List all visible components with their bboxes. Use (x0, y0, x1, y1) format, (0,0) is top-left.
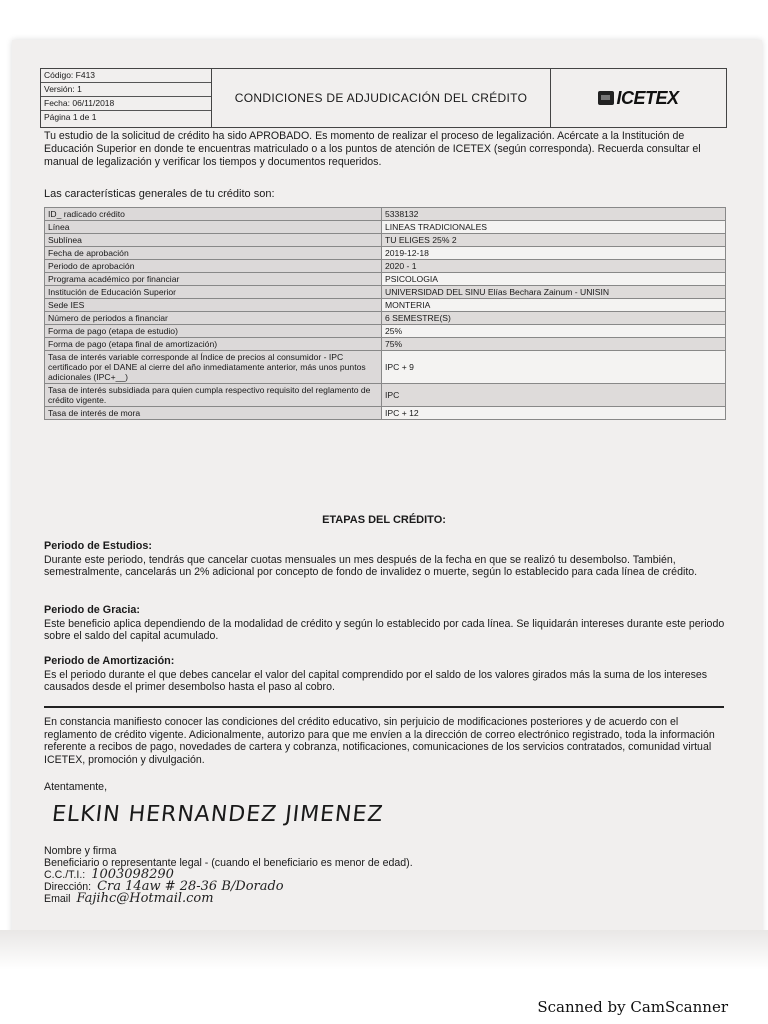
table-row (45, 247, 726, 260)
row-label: Forma de pago (etapa final de amortización) (45, 338, 382, 351)
row-label: Programa académico por financiar (45, 273, 382, 286)
row-value: 5338132 (382, 208, 726, 221)
nombre-label: Nombre y firma (44, 845, 117, 857)
table-row (45, 312, 726, 325)
table-row (45, 208, 726, 221)
row-label: Línea (45, 221, 382, 234)
row-label: Periodo de aprobación (45, 260, 382, 273)
amortizacion-text: Es el periodo durante el que debes cancelar el valor del capital comprendido por el saldo de los valores girados más la suma de los intereses causados desde el primer desembolso hasta el paso al cobro. (44, 668, 708, 693)
row-value: 25% (382, 325, 726, 338)
row-value: IPC + 9 (382, 351, 726, 384)
table-row (45, 260, 726, 273)
divider (44, 706, 724, 708)
intro-paragraph: Tu estudio de la solicitud de crédito ha sido APROBADO. Es momento de realizar el proceso de legalización. Acércate a la Institución de Educación Superior en donde te encuentras matriculado o a los puntos de atención de ICETEX (según corresponda). Recuerda consultar el manual de legalización y verificar los tiempos y documentos requeridos. (44, 130, 701, 168)
table-row (45, 325, 726, 338)
row-label: Tasa de interés variable corresponde al Índice de precios al consumidor - IPC certificado por el DANE al cierre del año inmediatamente anterior, más unos puntos adicionales (IPC+__) (45, 351, 382, 384)
signature-block (44, 845, 413, 905)
pagina-label: Página 1 de 1 (44, 112, 97, 122)
table-row (45, 273, 726, 286)
camscanner-watermark: Scanned by CamScanner (537, 998, 728, 1016)
email-line (44, 893, 413, 905)
icetex-logo (551, 69, 726, 127)
row-value: IPC (382, 384, 726, 407)
section-amortizacion (44, 655, 728, 694)
row-value: LINEAS TRADICIONALES (382, 221, 726, 234)
table-row (45, 299, 726, 312)
row-value: MONTERIA (382, 299, 726, 312)
etapas-heading: ETAPAS DEL CRÉDITO: (322, 514, 446, 526)
table-row (45, 407, 726, 420)
features-heading: Las características generales de tu crédito son: (44, 188, 275, 200)
row-label: Sede IES (45, 299, 382, 312)
direccion-label: Dirección: (44, 881, 92, 893)
row-value: TU ELIGES 25% 2 (382, 234, 726, 247)
table-row (45, 384, 726, 407)
row-label: Sublínea (45, 234, 382, 247)
gracia-title: Periodo de Gracia: (44, 604, 141, 616)
estudios-title: Periodo de Estudios: (44, 540, 152, 552)
logo-mark (598, 88, 678, 109)
beneficiario-label: Beneficiario o representante legal - (cuando el beneficiario es menor de edad). (44, 857, 413, 869)
row-label: ID_ radicado crédito (45, 208, 382, 221)
cc-label: C.C./T.I.: (44, 869, 86, 881)
estudios-text: Durante este periodo, tendrás que cancelar cuotas mensuales un mes después de la fecha en que se realizó tu desembolso. También, semestralmente, cancelarás un 2% adicional por concepto de fondo de invalidez o muerte, según lo establecido para cada línea de crédito. (44, 553, 698, 578)
version-label: Versión: 1 (41, 83, 211, 97)
consent-paragraph: En constancia manifiesto conocer las condiciones del crédito educativo, sin perjuicio de modificaciones posteriores y de acuerdo con el reglamento de crédito vigente. Adicionalmente, autorizo para que me envíen a la dirección de correo electrónico registrado, toda la información referente a recibos de pago, novedades de cartera y cobranza, notificaciones, comunicaciones de los servicios contratados, comunidad virtual ICETEX, promoción y divulgación. (44, 716, 715, 766)
gracia-text: Este beneficio aplica dependiendo de la modalidad de crédito y según lo establecido por cada línea. Se liquidarán intereses durante este periodo sobre el saldo del capital acumulado. (44, 617, 725, 642)
section-gracia (44, 604, 728, 643)
email-label: Email (44, 893, 71, 905)
logo-box-icon (598, 91, 614, 105)
amortizacion-title: Periodo de Amortización: (44, 655, 175, 667)
row-value: 6 SEMESTRE(S) (382, 312, 726, 325)
row-value: IPC + 12 (382, 407, 726, 420)
row-label: Institución de Educación Superior (45, 286, 382, 299)
header-meta (41, 69, 212, 127)
row-label: Fecha de aprobación (45, 247, 382, 260)
document-title: CONDICIONES DE ADJUDICACIÓN DEL CRÉDITO (212, 69, 551, 127)
table-row (45, 351, 726, 384)
table-row (45, 338, 726, 351)
scan-shadow (0, 930, 768, 970)
row-label: Forma de pago (etapa de estudio) (45, 325, 382, 338)
direccion-value: Cra 14aw # 28-36 B/Dorado (97, 879, 284, 894)
codigo-label: Código: F413 (41, 69, 211, 83)
credit-details-table (44, 207, 726, 420)
email-value: Fajihc@Hotmail.com (76, 891, 214, 906)
table-row (45, 286, 726, 299)
row-value: PSICOLOGIA (382, 273, 726, 286)
row-value: 2019-12-18 (382, 247, 726, 260)
logo-text: ICETEX (616, 87, 679, 108)
row-label: Número de periodos a financiar (45, 312, 382, 325)
handwritten-signature: ELKIN HERNANDEZ JIMENEZ (50, 802, 385, 827)
table-row (45, 234, 726, 247)
cc-value: 1003098290 (91, 867, 174, 882)
section-estudios (44, 540, 728, 579)
document-header (40, 68, 727, 128)
row-label: Tasa de interés de mora (45, 407, 382, 420)
row-value: 2020 - 1 (382, 260, 726, 273)
row-label: Tasa de interés subsidiada para quien cumpla respectivo requisito del reglamento de crédito vigente. (45, 384, 382, 407)
row-value: 75% (382, 338, 726, 351)
atentamente-label: Atentamente, (44, 781, 108, 793)
row-value: UNIVERSIDAD DEL SINU Elías Bechara Zainum - UNISIN (382, 286, 726, 299)
table-row (45, 221, 726, 234)
fecha-label: Fecha: 06/11/2018 (41, 97, 211, 111)
